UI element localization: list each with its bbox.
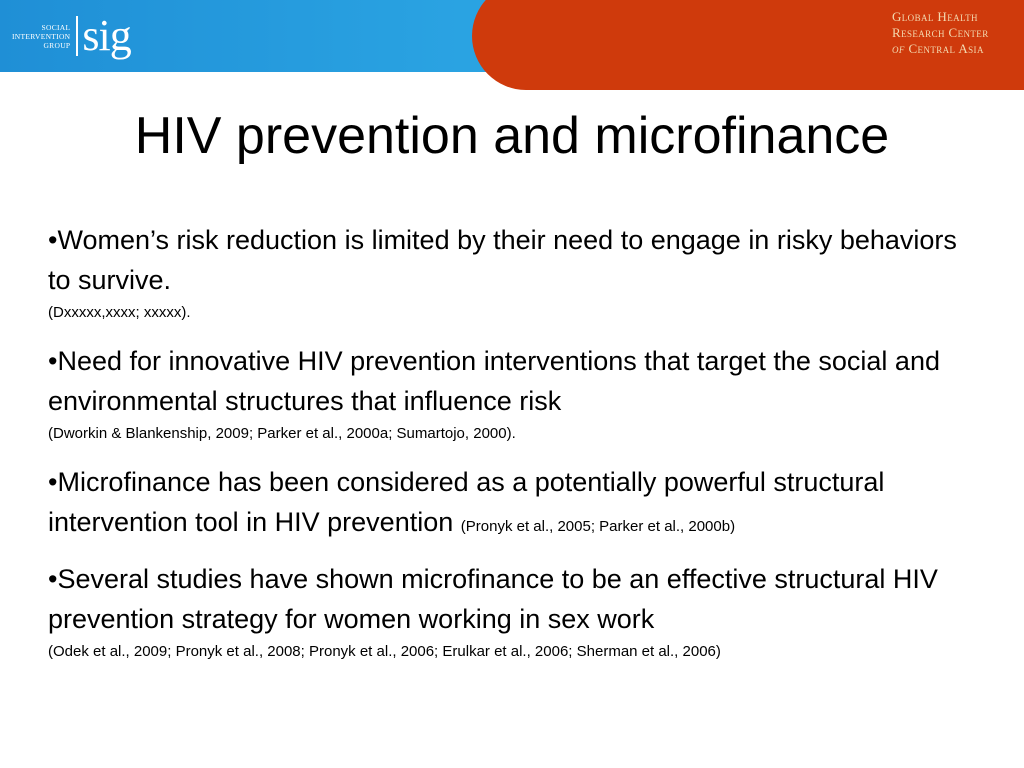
org-line-3-of: of (892, 41, 905, 56)
bullet-item (48, 220, 978, 324)
bullet-marker: • (48, 564, 58, 594)
logo-divider (76, 16, 78, 56)
slide-title: HIV prevention and microfinance (134, 107, 890, 165)
bullet-marker: • (48, 467, 58, 497)
bullet-text: Several studies have shown microfinance to be an effective structural HIV prevention strategy for women working in sex work (48, 564, 938, 634)
bullet-citation: (Odek et al., 2009; Pronyk et al., 2008; Pronyk et al., 2006; Erulkar et al., 2006; Sherman et al., 2006) (48, 643, 721, 660)
org-line-2: Research Center (892, 25, 989, 40)
logo-subtitle-line: GROUP (43, 40, 71, 50)
bullet-list (48, 220, 978, 680)
bullet-item (48, 462, 978, 542)
org-line-3 (892, 41, 989, 57)
bullet-marker: • (48, 346, 58, 376)
org-line-1: Global Health (892, 9, 978, 24)
logo-mark: sig (82, 11, 131, 60)
bullet-text: Microfinance has been considered as a potentially powerful structural intervention tool in HIV prevention (48, 467, 885, 537)
sig-logo (12, 10, 131, 62)
org-logo-text (892, 9, 989, 57)
bullet-item (48, 559, 978, 663)
bullet-text: Women’s risk reduction is limited by their need to engage in risky behaviors to survive. (48, 225, 957, 295)
logo-subtitle (12, 23, 70, 50)
logo-subtitle-line: SOCIAL (41, 22, 71, 32)
bullet-item (48, 341, 978, 445)
bullet-marker: • (48, 225, 58, 255)
bullet-citation: (Pronyk et al., 2005; Parker et al., 2000b) (460, 518, 736, 535)
bullet-citation: (Dxxxxx,xxxx; xxxxx). (48, 304, 191, 321)
bullet-text: Need for innovative HIV prevention interventions that target the social and environmental structures that influence risk (48, 346, 940, 416)
logo-subtitle-line: INTERVENTION (12, 31, 71, 41)
bullet-citation: (Dworkin & Blankenship, 2009; Parker et al., 2000a; Sumartojo, 2000). (48, 425, 516, 442)
org-line-3-rest: Central Asia (908, 41, 984, 56)
